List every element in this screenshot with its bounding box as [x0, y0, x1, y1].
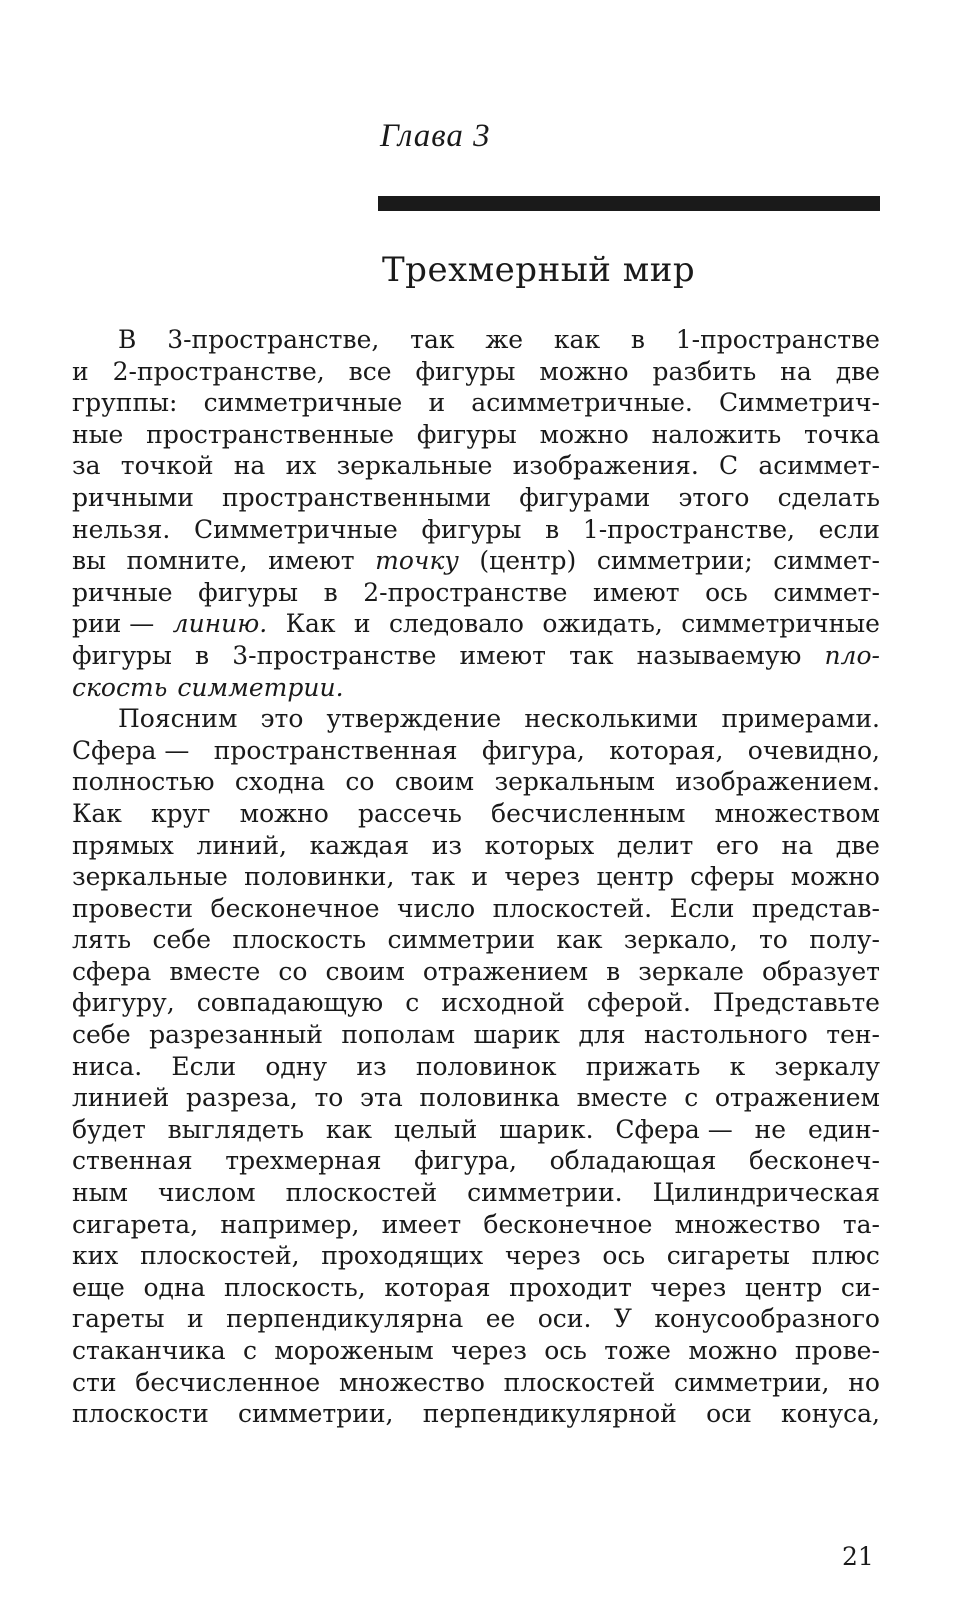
text-line — [72, 1177, 880, 1209]
word: симмет- — [773, 546, 880, 576]
word: скость — [72, 672, 168, 702]
word: ные — [72, 419, 124, 449]
word: имеет — [381, 1209, 462, 1239]
word: множество — [338, 1367, 485, 1397]
word: настольного — [643, 1020, 808, 1050]
word: и — [72, 356, 89, 386]
word: прямых — [72, 830, 174, 860]
text-line — [72, 1019, 880, 1051]
text-line — [72, 1145, 880, 1177]
word: зеркальным — [494, 767, 655, 797]
word: отражением — [714, 1083, 880, 1113]
word: полностью — [72, 767, 215, 797]
text-line — [72, 924, 880, 956]
word: наложить — [651, 419, 782, 449]
word: из — [356, 1051, 387, 1081]
word: сферы — [690, 862, 775, 892]
word: Поясним — [118, 704, 238, 734]
word: та- — [842, 1209, 880, 1239]
text-line — [72, 324, 880, 356]
word: Как — [285, 609, 336, 639]
word: Симметричные — [193, 514, 398, 544]
word: на — [781, 830, 814, 860]
word: имеют — [593, 577, 680, 607]
word: сигарета, — [72, 1209, 199, 1239]
word: то — [758, 925, 788, 955]
word: оси — [706, 1399, 752, 1429]
word: асиммет- — [758, 451, 880, 481]
word: его — [715, 830, 759, 860]
word: точка — [804, 419, 880, 449]
word: и — [186, 1304, 204, 1334]
word: бесчисленное — [135, 1367, 321, 1397]
word: плоскостей, — [140, 1241, 300, 1271]
word: перпендикулярна — [226, 1304, 464, 1334]
word: из — [431, 830, 463, 860]
word: на — [233, 451, 266, 481]
text-line — [72, 830, 880, 862]
word: утверждение — [326, 704, 502, 734]
word: ным — [72, 1178, 129, 1208]
word: можно — [688, 1336, 778, 1365]
word: две — [835, 830, 880, 860]
word: числом — [158, 1178, 256, 1208]
word: но — [848, 1367, 880, 1397]
word: которых — [484, 830, 595, 860]
word: фигурами — [519, 482, 651, 512]
word: нельзя. — [72, 514, 171, 544]
word: делит — [616, 830, 694, 860]
word: симмет- — [773, 577, 880, 607]
word: своим — [325, 956, 405, 986]
word: так — [410, 325, 455, 354]
word: так — [410, 862, 456, 892]
word: линию. — [172, 609, 268, 639]
word: В — [118, 325, 137, 354]
word: к — [729, 1051, 746, 1081]
word: имеют — [268, 546, 355, 576]
word: например, — [220, 1209, 360, 1239]
word: которая, — [609, 735, 724, 765]
word: 2-пространстве, — [112, 356, 325, 386]
word: перпендикулярной — [422, 1399, 677, 1429]
word: ось — [705, 577, 748, 607]
word: сходна — [234, 767, 326, 797]
word: в — [545, 514, 560, 544]
word: фигуры — [416, 419, 517, 449]
word: множество — [674, 1209, 821, 1239]
word: можно — [539, 419, 629, 449]
word: группы: — [72, 388, 178, 418]
word: круг — [151, 798, 211, 828]
text-line — [72, 387, 880, 419]
word: совпадающую — [196, 988, 384, 1018]
word: сти — [72, 1367, 117, 1397]
word: Если — [171, 1051, 237, 1081]
word: зеркальные — [336, 451, 493, 481]
text-line — [72, 640, 880, 672]
word: бесчисленным — [491, 798, 686, 828]
word: плоскостей. — [492, 893, 653, 923]
text-line — [72, 1240, 880, 1272]
word: сферой. — [586, 988, 691, 1018]
word: через — [504, 1241, 581, 1271]
word: целый — [393, 1114, 478, 1144]
word: разреза, — [185, 1083, 298, 1113]
word: имеют — [459, 640, 546, 670]
word: си- — [840, 1272, 880, 1302]
text-line — [72, 514, 880, 546]
text-line — [72, 1272, 880, 1304]
word: как — [556, 925, 603, 955]
word: со — [345, 767, 375, 797]
word: этого — [678, 482, 750, 512]
word: фигуры — [415, 356, 516, 386]
word: ричные — [72, 577, 173, 607]
word: един- — [807, 1114, 880, 1144]
word: Сфера — — [615, 1114, 733, 1144]
word: центр — [744, 1272, 823, 1302]
word: У — [613, 1304, 632, 1334]
word: пло- — [824, 640, 880, 670]
word: фигура, — [481, 735, 585, 765]
word: изображения. — [512, 451, 699, 481]
word: еще — [72, 1272, 125, 1302]
word: фигура, — [414, 1146, 518, 1176]
word: две — [835, 356, 880, 386]
text-line — [72, 987, 880, 1019]
text-line — [72, 735, 880, 767]
word: так — [569, 640, 614, 670]
word: разбить — [652, 356, 757, 386]
text-line — [72, 419, 880, 451]
word: это — [260, 704, 304, 734]
word: 1-пространстве — [675, 325, 880, 354]
word: симметричные — [203, 388, 403, 418]
word: центр — [596, 862, 674, 892]
word: зеркалу — [774, 1051, 880, 1081]
word: бесконечное — [483, 1209, 653, 1239]
chapter-title: Трехмерный мир — [382, 250, 696, 290]
word: шарик. — [499, 1114, 594, 1144]
text-line — [72, 1082, 880, 1114]
word: все — [348, 356, 392, 386]
text-line — [72, 545, 880, 577]
body-text — [72, 324, 880, 1430]
word: зеркальные — [72, 862, 228, 892]
word: симметрии. — [177, 672, 344, 702]
word: Симметрич- — [719, 388, 880, 418]
word: в — [606, 956, 621, 986]
word: ее — [485, 1304, 516, 1334]
word: симметричные — [681, 609, 880, 639]
word: фигуры — [421, 514, 522, 544]
word: и — [428, 388, 446, 418]
word: как — [325, 1114, 373, 1144]
word: прижать — [585, 1051, 701, 1081]
word: представ- — [751, 893, 880, 923]
word: зеркало, — [623, 925, 738, 955]
word: одну — [265, 1051, 328, 1081]
word: помните, — [126, 546, 248, 576]
word: плоскость — [232, 925, 367, 955]
chapter-label: Глава 3 — [380, 118, 491, 154]
word: 3-пространстве — [232, 640, 437, 670]
word: плоскости — [72, 1399, 209, 1429]
word: исходной — [441, 988, 565, 1018]
word: симметрии. — [467, 1178, 623, 1208]
word: плюс — [811, 1241, 880, 1271]
text-line — [72, 956, 880, 988]
text-line — [72, 1367, 880, 1399]
word: и — [353, 609, 371, 639]
word: называемую — [636, 640, 802, 670]
word: несколькими — [524, 704, 699, 734]
word: 1-пространстве, — [582, 514, 795, 544]
word: стаканчика — [72, 1336, 226, 1365]
text-line — [72, 1335, 880, 1367]
word: в — [195, 640, 210, 670]
word: плоскостей — [503, 1367, 656, 1397]
word: фигуры — [72, 640, 172, 670]
word: половинка — [419, 1083, 560, 1113]
word: С — [719, 451, 739, 481]
word: рии — — [72, 609, 155, 639]
word: пространственные — [146, 419, 395, 449]
word: с — [684, 1083, 699, 1113]
text-line — [72, 893, 880, 925]
chapter-rule — [378, 196, 880, 211]
text-line — [72, 703, 880, 735]
word: разрезанный — [149, 1020, 323, 1050]
word: одна — [143, 1272, 206, 1302]
text-line — [72, 861, 880, 893]
text-line — [72, 798, 880, 830]
word: рассечь — [358, 798, 462, 828]
word: точку — [375, 546, 459, 576]
word: симметрии; — [596, 546, 753, 576]
word: полу- — [809, 925, 880, 955]
word: образует — [761, 956, 880, 986]
word: трехмерная — [225, 1146, 382, 1176]
word: же — [485, 325, 524, 354]
word: множеством — [714, 798, 880, 828]
word: бесконечное — [210, 893, 380, 923]
word: в — [323, 577, 338, 607]
word: как — [553, 325, 601, 354]
word: с — [405, 988, 420, 1018]
word: конусообразного — [654, 1304, 880, 1334]
text-line — [72, 577, 880, 609]
word: Как — [72, 798, 122, 828]
text-line — [72, 1209, 880, 1241]
word: точкой — [120, 451, 214, 481]
word: пространственными — [221, 482, 492, 512]
word: пополам — [341, 1020, 456, 1050]
text-line — [72, 1051, 880, 1083]
word: изображением. — [675, 767, 880, 797]
word: через — [650, 1272, 727, 1302]
word: ких — [72, 1241, 119, 1271]
text-line — [72, 356, 880, 388]
word: Сфера — — [72, 735, 190, 765]
word: плоскость, — [224, 1272, 366, 1302]
word: шарик — [473, 1020, 560, 1050]
word: линией — [72, 1083, 170, 1113]
text-line — [72, 482, 880, 514]
word: ось — [544, 1336, 587, 1365]
word: эта — [359, 1083, 403, 1113]
word: конуса, — [781, 1399, 880, 1429]
text-line — [72, 450, 880, 482]
word: сфера — [72, 956, 152, 986]
word: будет — [72, 1114, 146, 1144]
word: провести — [72, 893, 194, 923]
word: можно — [539, 356, 629, 386]
word: фигуру, — [72, 988, 175, 1018]
word: вместе — [169, 956, 261, 986]
word: тоже — [604, 1336, 671, 1365]
word: отражением — [422, 956, 589, 986]
word: выглядеть — [167, 1114, 305, 1144]
word: если — [818, 514, 880, 544]
word: прове- — [794, 1336, 880, 1365]
word: себе — [72, 1020, 131, 1050]
word: ственная — [72, 1146, 193, 1176]
word: 2-пространстве — [363, 577, 568, 607]
word: сделать — [777, 482, 880, 512]
word: плоскостей — [285, 1178, 438, 1208]
word: ниса. — [72, 1051, 143, 1081]
word: Цилиндрическая — [652, 1178, 880, 1208]
text-line — [72, 1303, 880, 1335]
word: вы — [72, 546, 106, 576]
word: лять — [72, 925, 132, 955]
word: ричными — [72, 482, 194, 512]
word: их — [285, 451, 317, 481]
word: на — [780, 356, 812, 386]
word: сигареты — [666, 1241, 790, 1271]
word: проходит — [509, 1272, 632, 1302]
word: через — [504, 862, 581, 892]
word: со — [278, 956, 308, 986]
word: симметрии, — [674, 1367, 830, 1397]
word: оси. — [537, 1304, 592, 1334]
word: примерами. — [721, 704, 880, 734]
word: каждая — [309, 830, 410, 860]
word: можно — [239, 798, 329, 828]
word: гареты — [72, 1304, 165, 1334]
word: которая — [384, 1272, 491, 1302]
word: пространственная — [213, 735, 458, 765]
word: Представьте — [712, 988, 880, 1018]
word: фигуры — [198, 577, 299, 607]
word: можно — [790, 862, 880, 892]
word: очевидно, — [747, 735, 880, 765]
word: следовало — [388, 609, 524, 639]
word: бесконеч- — [748, 1146, 880, 1176]
text-line — [72, 1398, 880, 1430]
word: мороженым — [274, 1336, 434, 1365]
text-line — [72, 672, 880, 704]
word: число — [397, 893, 476, 923]
word: через — [451, 1336, 527, 1365]
text-line — [72, 1114, 880, 1146]
word: для — [578, 1020, 626, 1050]
word: за — [72, 451, 101, 481]
word: и — [471, 862, 489, 892]
word: половинок — [415, 1051, 557, 1081]
word: себе — [152, 925, 212, 955]
page-number: 21 — [842, 1542, 874, 1571]
word: своим — [394, 767, 475, 797]
word: 3-пространстве, — [167, 325, 380, 354]
word: в — [630, 325, 645, 354]
text-line — [72, 608, 880, 640]
word: (центр) — [479, 546, 577, 576]
word: симметрии, — [238, 1399, 394, 1429]
word: с — [243, 1336, 258, 1365]
word: зеркале — [638, 956, 744, 986]
word: Если — [669, 893, 735, 923]
word: не — [754, 1114, 787, 1144]
text-line — [72, 766, 880, 798]
word: тен- — [826, 1020, 880, 1050]
word: ось — [602, 1241, 646, 1271]
word: обладающая — [549, 1146, 717, 1176]
word: асимметричные. — [471, 388, 693, 418]
word: половинки, — [244, 862, 395, 892]
word: проходящих — [321, 1241, 484, 1271]
word: вместе — [576, 1083, 668, 1113]
word: то — [314, 1083, 344, 1113]
word: симметрии — [387, 925, 535, 955]
word: ожидать, — [542, 609, 663, 639]
word: линий, — [196, 830, 287, 860]
